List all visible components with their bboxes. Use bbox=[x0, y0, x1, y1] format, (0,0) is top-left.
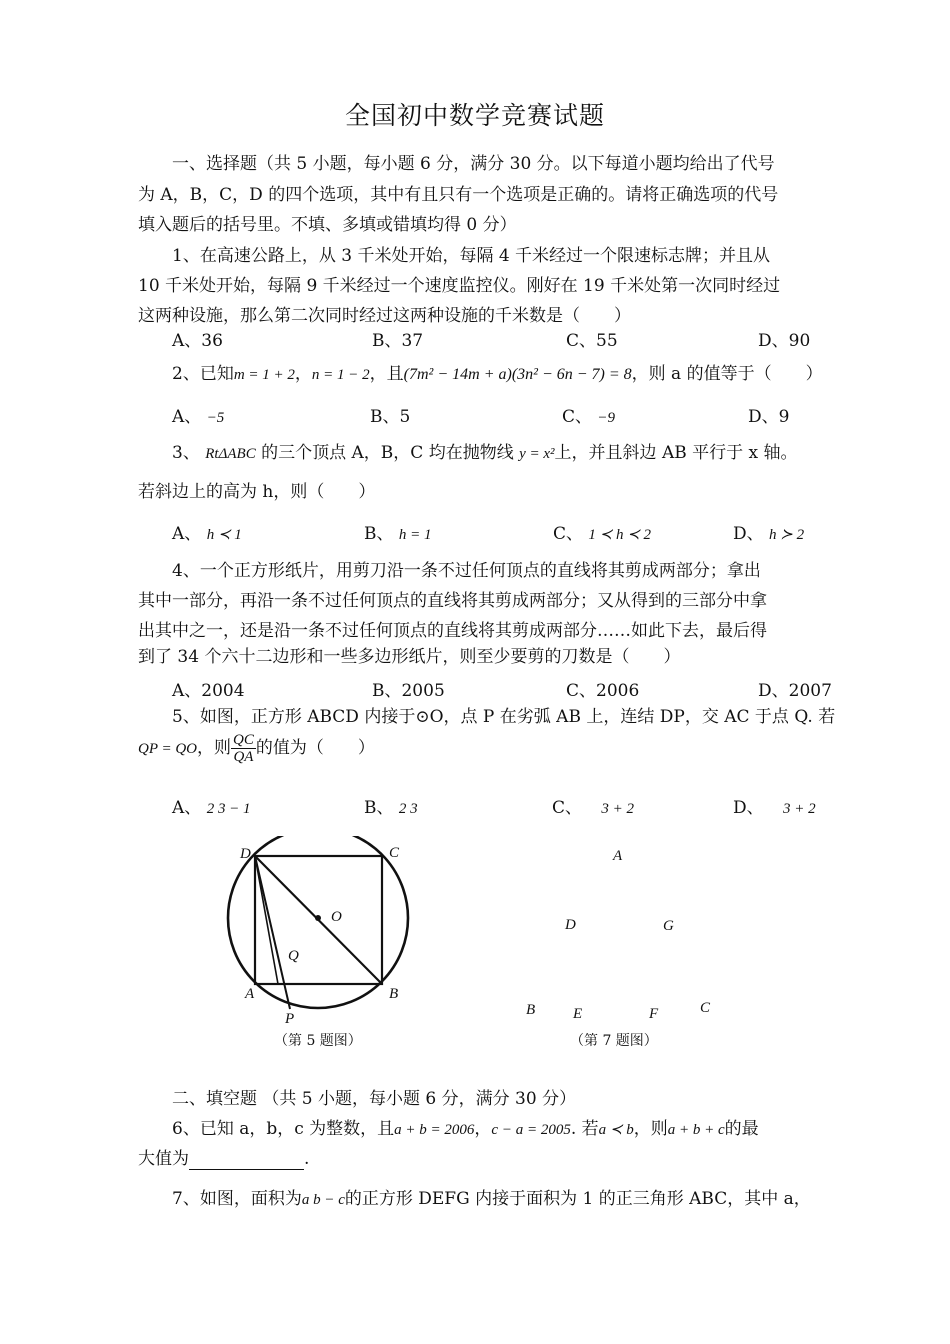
q3-triangle: RtΔABC bbox=[205, 446, 256, 462]
fig5-label-b: B bbox=[389, 986, 399, 1002]
q5-frac-den: QA bbox=[233, 749, 254, 765]
section2-header: 二、填空题 （共 5 小题，每小题 6 分，满分 30 分） bbox=[172, 1089, 577, 1109]
q7-expr: a b − c bbox=[301, 1192, 345, 1208]
fig5-label-q: Q bbox=[288, 948, 299, 964]
q4-line4: 到了 34 个六十二边形和一些多边形纸片，则至少要剪的刀数是（ ） bbox=[138, 647, 681, 667]
q5-option-a: A、 2 3 − 1 bbox=[172, 798, 251, 818]
q4-line3: 出其中之一，还是沿一条不过任何顶点的直线将其剪成两部分……如此下去，最后得 bbox=[138, 621, 767, 641]
fig5-label-o: O bbox=[331, 909, 342, 925]
q5-option-b: B、 2 3 bbox=[364, 798, 418, 818]
q3-parabola: y = x² bbox=[519, 446, 555, 462]
q7-prefix: 7、如图，面积为 bbox=[172, 1189, 302, 1209]
fig5-label-p: P bbox=[285, 1011, 295, 1027]
q6-mid: . 若 bbox=[570, 1119, 599, 1139]
fig7-label-f: F bbox=[649, 1006, 659, 1022]
q1-option-d: D、90 bbox=[758, 331, 811, 351]
q3-prefix: 3、 bbox=[172, 443, 200, 463]
section1-intro-line1: 一、选择题（共 5 小题，每小题 6 分，满分 30 分。以下每道小题均给出了代号 bbox=[172, 154, 775, 174]
q3-option-b: B、 h = 1 bbox=[364, 524, 432, 544]
q2-m-expr: m = 1 + 2 bbox=[233, 367, 295, 383]
q2-equation: (7m² − 14m + a)(3n² − 6n − 7) = 8 bbox=[403, 366, 632, 383]
q6-end: . bbox=[304, 1149, 310, 1169]
section1-intro-line2: 为 A，B，C，D 的四个选项，其中有且只有一个选项是正确的。请将正确选项的代号 bbox=[138, 185, 779, 205]
section1-intro-line3: 填入题后的括号里。不填、多填或错填均得 0 分） bbox=[138, 215, 517, 235]
q3-option-d-math: h ≻ 2 bbox=[769, 527, 805, 543]
fig7-caption: （第 7 题图） bbox=[570, 1033, 658, 1049]
q5-option-c: C、 3 + 2 bbox=[552, 798, 635, 818]
q2-option-c-math: −9 bbox=[597, 410, 616, 426]
q5-fraction bbox=[231, 732, 256, 765]
q5-option-c-math: 3 + 2 bbox=[601, 801, 635, 817]
fig5-center-dot bbox=[315, 915, 321, 921]
fig5-label-c: C bbox=[389, 845, 400, 861]
fig5-caption: （第 5 题图） bbox=[274, 1033, 362, 1049]
q6-sep: ， bbox=[474, 1119, 492, 1139]
q6-expr3: a ≺ b bbox=[598, 1122, 634, 1138]
q2-suffix: ，则 a 的值等于（ ） bbox=[631, 364, 823, 384]
q1-line3: 这两种设施，那么第二次同时经过这两种设施的千米数是（ ） bbox=[138, 306, 631, 326]
fig7-label-b: B bbox=[526, 1002, 536, 1018]
figure-5 bbox=[220, 836, 420, 1036]
q5-option-b-math: 2 3 bbox=[398, 801, 418, 817]
q6-line2 bbox=[138, 1148, 309, 1170]
q2-line bbox=[172, 363, 823, 386]
q4-option-b: B、2005 bbox=[372, 681, 445, 701]
q5-option-d: D、 3 + 2 bbox=[733, 798, 816, 818]
q6-line1 bbox=[172, 1118, 759, 1141]
q1-line2: 10 千米处开始，每隔 9 千米经过一个速度监控仪。刚好在 19 千米处第一次同时经过 bbox=[138, 276, 781, 296]
q1-line1: 1、在高速公路上，从 3 千米处开始，每隔 4 千米经过一个限速标志牌；并且从 bbox=[172, 246, 771, 266]
q2-option-c: C、 −9 bbox=[562, 407, 616, 427]
q3-option-d: D、 h ≻ 2 bbox=[733, 524, 805, 544]
q2-sep2: ，且 bbox=[369, 364, 404, 384]
q6-line2-text: 大值为 bbox=[138, 1149, 189, 1169]
q4-option-c: C、2006 bbox=[566, 681, 640, 701]
q3-mid: 的三个顶点 A，B，C 均在抛物线 bbox=[261, 443, 514, 463]
q6-answer-blank[interactable] bbox=[189, 1151, 304, 1170]
q6-mid2: ，则 bbox=[633, 1119, 668, 1139]
q4-option-d: D、2007 bbox=[758, 681, 832, 701]
q2-option-a-math: −5 bbox=[206, 410, 225, 426]
q2-option-b: B、5 bbox=[370, 407, 411, 427]
q5-frac-num: QC bbox=[233, 732, 254, 748]
page-title: 全国初中数学竞赛试题 bbox=[344, 101, 605, 130]
q2-prefix: 2、已知 bbox=[172, 364, 234, 384]
fig7-label-g: G bbox=[663, 918, 674, 934]
q2-option-a: A、 −5 bbox=[172, 407, 225, 427]
fig7-label-c: C bbox=[700, 1000, 711, 1016]
q7-suffix: 的正方形 DEFG 内接于面积为 1 的正三角形 ABC，其中 a， bbox=[344, 1189, 811, 1209]
fig5-label-d: D bbox=[240, 846, 251, 862]
q3-option-c: C、 1 ≺ h ≺ 2 bbox=[553, 524, 652, 544]
q3-option-b-math: h = 1 bbox=[398, 527, 432, 543]
fig5-label-a: A bbox=[245, 986, 255, 1002]
q5-condition: QP = QO bbox=[138, 741, 198, 757]
fig7-label-d: D bbox=[565, 917, 576, 933]
q3-line2: 若斜边上的高为 h，则（ ） bbox=[138, 482, 376, 502]
q6-expr4: a + b + c bbox=[667, 1122, 725, 1138]
q5-option-d-math: 3 + 2 bbox=[783, 801, 816, 817]
q6-prefix: 6、已知 a，b，c 为整数，且 bbox=[172, 1119, 395, 1139]
q7-line1 bbox=[172, 1188, 811, 1211]
q5-line2 bbox=[138, 732, 375, 765]
fig7-label-a: A bbox=[613, 848, 623, 864]
fig7-label-e: E bbox=[573, 1006, 583, 1022]
q1-option-b: B、37 bbox=[372, 331, 424, 351]
q3-suffix: 上，并且斜边 AB 平行于 x 轴。 bbox=[554, 443, 798, 463]
q2-option-d: D、9 bbox=[748, 407, 790, 427]
q1-option-a: A、36 bbox=[172, 331, 223, 351]
q6-suffix: 的最 bbox=[724, 1119, 759, 1139]
q1-option-c: C、55 bbox=[566, 331, 618, 351]
q4-line1: 4、一个正方形纸片，用剪刀沿一条不过任何顶点的直线将其剪成两部分；拿出 bbox=[172, 561, 761, 581]
q3-option-a-math: h ≺ 1 bbox=[206, 527, 242, 543]
q3-line1 bbox=[172, 442, 798, 465]
q6-expr1: a + b = 2006 bbox=[394, 1122, 475, 1138]
q4-line2: 其中一部分，再沿一条不过任何顶点的直线将其剪成两部分；又从得到的三部分中拿 bbox=[138, 591, 767, 611]
q6-expr2: c − a = 2005 bbox=[491, 1122, 571, 1138]
q3-option-a: A、 h ≺ 1 bbox=[172, 524, 242, 544]
q4-option-a: A、2004 bbox=[172, 681, 245, 701]
q2-sep1: ， bbox=[294, 364, 312, 384]
q5-mid: ，则 bbox=[197, 738, 232, 758]
q3-option-c-math: 1 ≺ h ≺ 2 bbox=[588, 527, 652, 543]
q5-suffix: 的值为（ ） bbox=[255, 738, 375, 758]
q5-line1: 5、如图，正方形 ABCD 内接于⊙O，点 P 在劣弧 AB 上，连结 DP，交 AC 于点 Q. 若 bbox=[172, 707, 836, 727]
q2-n-expr: n = 1 − 2 bbox=[311, 367, 370, 383]
q5-option-a-math: 2 3 − 1 bbox=[206, 801, 251, 817]
